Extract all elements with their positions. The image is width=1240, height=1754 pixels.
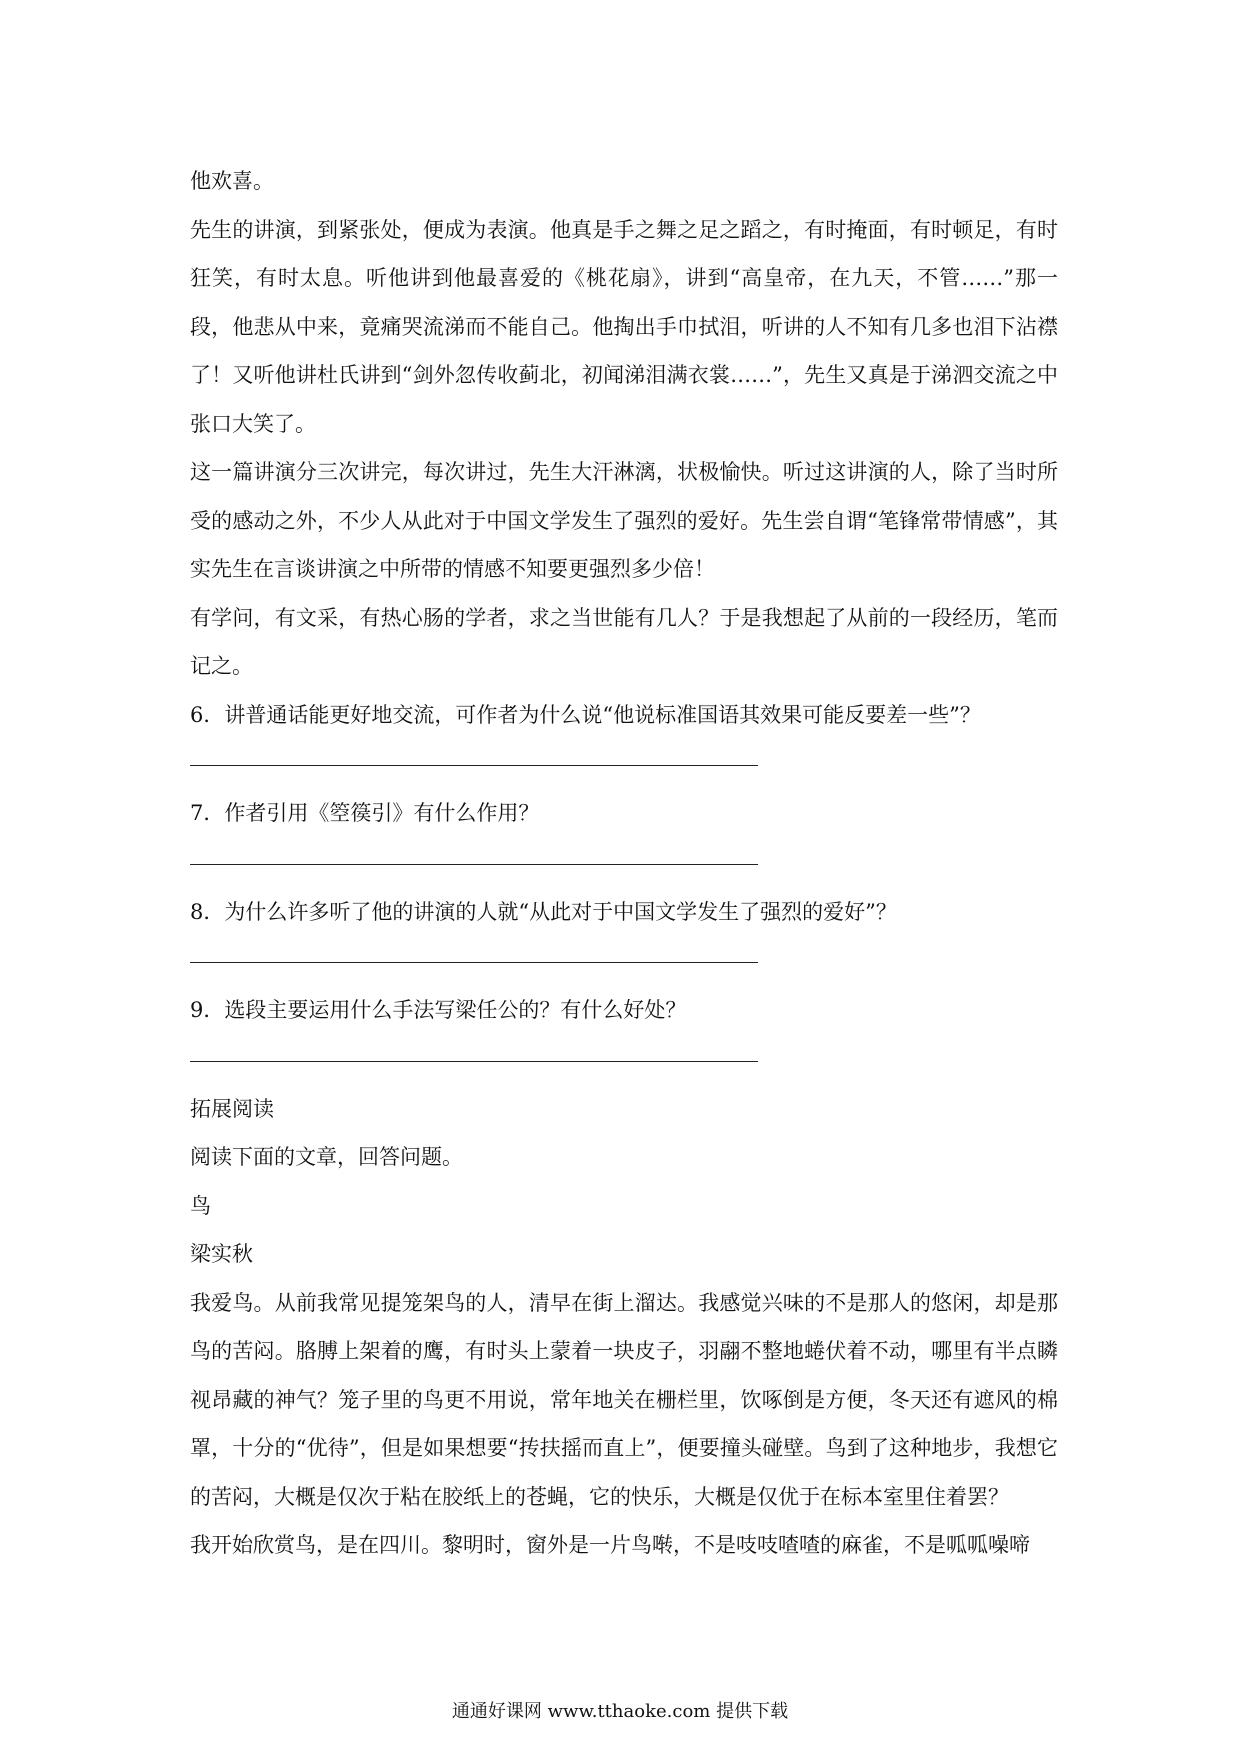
document-body bbox=[190, 157, 1058, 1570]
instruction-text: 阅读下面的文章，回答问题。 bbox=[190, 1145, 463, 1169]
question-6: 6．讲普通话能更好地交流，可作者为什么说“他说标准国语其效果可能反要差一些”？ bbox=[190, 702, 981, 727]
article-author: 梁实秋 bbox=[190, 1242, 253, 1266]
section-heading: 拓展阅读 bbox=[190, 1096, 274, 1121]
page-footer: 通通好课网 www.tthaoke.com 提供下载 bbox=[451, 1701, 789, 1722]
paragraph: 我开始欣赏鸟，是在四川。黎明时，窗外是一片鸟啭，不是吱吱喳喳的麻雀，不是呱呱噪啼 bbox=[190, 1533, 1030, 1557]
article-title: 鸟 bbox=[190, 1193, 211, 1218]
question-7: 7．作者引用《箜篌引》有什么作用？ bbox=[190, 801, 540, 825]
answer-line-9[interactable] bbox=[190, 1061, 758, 1062]
paragraph: 这一篇讲演分三次讲完，每次讲过，先生大汗淋漓，状极愉快。听过这讲演的人，除了当时所受的感动之外，不少人从此对于中国文学发生了强烈的爱好。先生尝自谓“笔锋常带情感”，其实先生在言谈讲演之中所带的情感不知要更强烈多少倍！ bbox=[190, 460, 1058, 581]
question-9: 9．选段主要运用什么手法写梁任公的？有什么好处？ bbox=[190, 998, 687, 1022]
paragraph: 他欢喜。 bbox=[190, 169, 274, 193]
paragraph: 我爱鸟。从前我常见提笼架鸟的人，清早在街上溜达。我感觉兴味的不是那人的悠闲，却是那鸟的苦闷。胳膊上架着的鹰，有时头上蒙着一块皮子，羽翮不整地蜷伏着不动，哪里有半点瞵视昂藏的神气？笼子里的鸟更不用说，常年地关在栅栏里，饮啄倒是方便，冬天还有遮风的棉罩，十分的“优待”，但是如果想要“抟扶摇而直上”，便要撞头碰壁。鸟到了这种地步，我想它的苦闷，大概是仅次于粘在胶纸上的苍蝇，它的快乐，大概是仅优于在标本室里住着罢？ bbox=[190, 1290, 1058, 1509]
paragraph: 有学问，有文采，有热心肠的学者，求之当世能有几人？于是我想起了从前的一段经历，笔而记之。 bbox=[190, 605, 1058, 678]
answer-line-6[interactable] bbox=[190, 765, 758, 766]
paragraph: 先生的讲演，到紧张处，便成为表演。他真是手之舞之足之蹈之，有时掩面，有时顿足，有时狂笑，有时太息。听他讲到他最喜爱的《桃花扇》，讲到“高皇帝，在九天，不管……”那一段，他悲从中来，竟痛哭流涕而不能自己。他掏出手巾拭泪，听讲的人不知有几多也泪下沾襟了！又听他讲杜氏讲到“剑外忽传收蓟北，初闻涕泪满衣裳……”，先生又真是于涕泗交流之中张口大笑了。 bbox=[190, 217, 1058, 436]
question-8: 8．为什么许多听了他的讲演的人就“从此对于中国文学发生了强烈的爱好”？ bbox=[190, 899, 897, 924]
answer-line-8[interactable] bbox=[190, 962, 758, 963]
answer-line-7[interactable] bbox=[190, 864, 758, 865]
